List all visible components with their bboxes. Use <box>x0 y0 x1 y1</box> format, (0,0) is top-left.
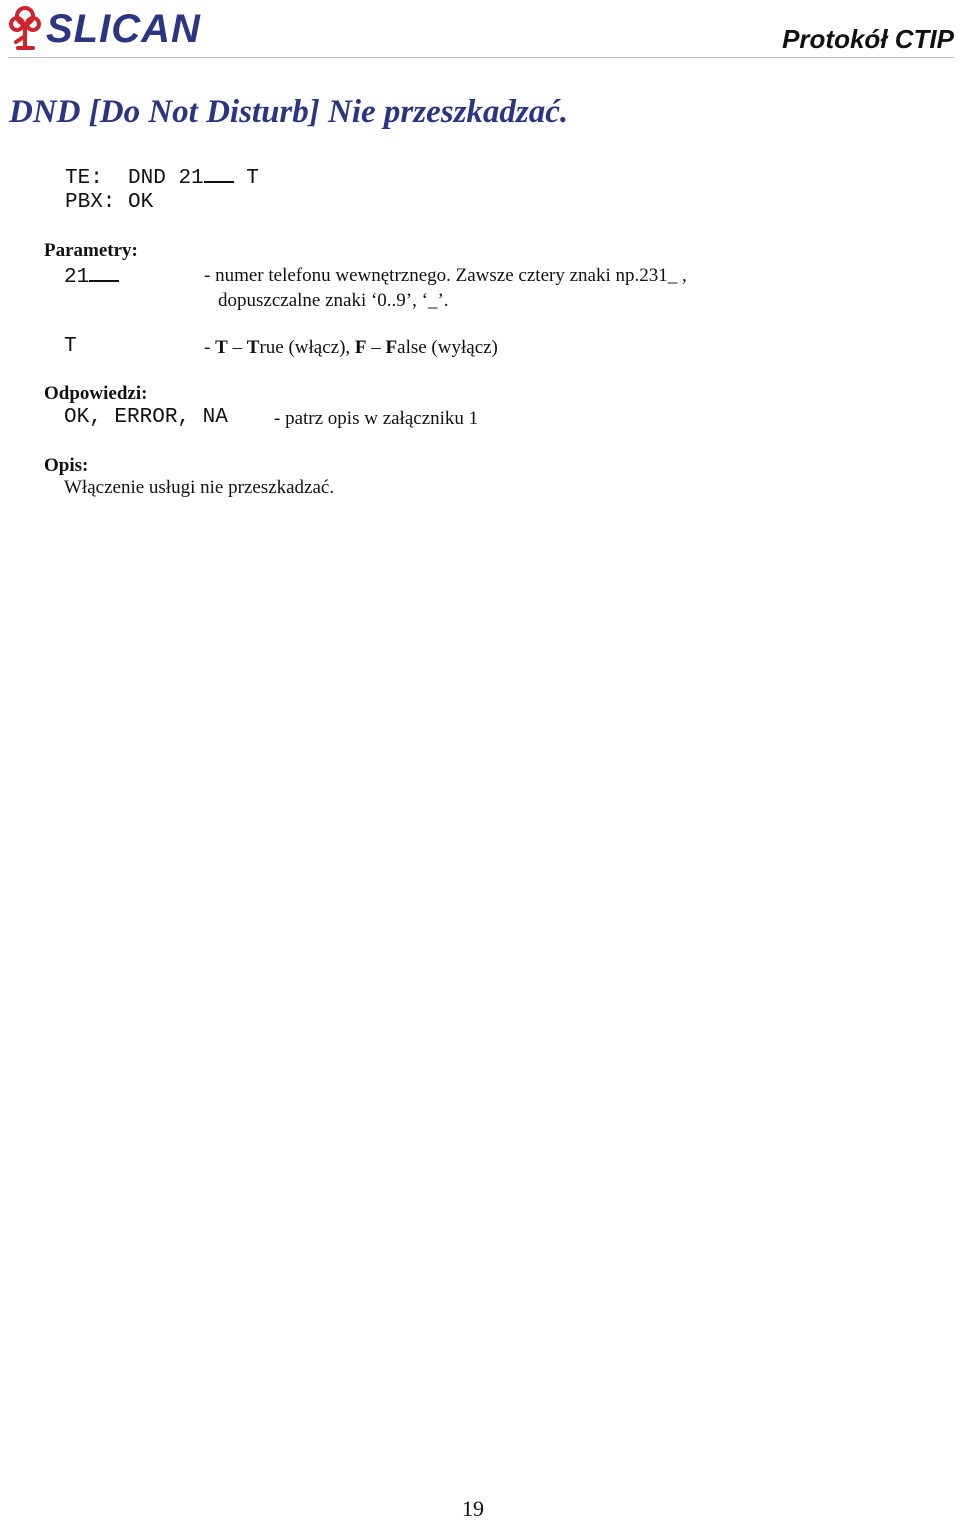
param-t-name: T <box>64 335 77 358</box>
odpowiedzi-desc: - patrz opis w załączniku 1 <box>274 408 479 429</box>
param-21-desc-line1: - numer telefonu wewnętrznego. Zawsze cztery znaki np.231_ , <box>204 265 687 286</box>
slican-logo <box>6 2 226 54</box>
odpowiedzi-values: OK, ERROR, NA <box>64 406 228 429</box>
exchange-pbx-line <box>65 191 153 214</box>
page-header <box>0 0 960 58</box>
opis-heading: Opis: <box>44 455 89 476</box>
pbx-label: PBX: <box>65 191 116 214</box>
param-21-underline <box>89 263 119 282</box>
param-placeholder-underline <box>204 164 234 183</box>
header-divider <box>8 57 954 58</box>
te-param: T <box>246 167 259 190</box>
section-title: DND [Do Not Disturb] Nie przeszkadzać. <box>9 94 569 130</box>
opis-text: Włączenie usługi nie przeszkadzać. <box>64 477 335 498</box>
page-number: 19 <box>462 1496 484 1521</box>
odpowiedzi-heading: Odpowiedzi: <box>44 383 148 404</box>
te-label: TE: <box>65 167 103 190</box>
te-command: DND 21 <box>128 167 204 190</box>
logo-wordmark: SLICAN <box>46 7 201 51</box>
exchange-te-line <box>65 164 259 190</box>
param-21-desc-line2: dopuszczalne znaki ‘0..9’, ‘_’. <box>218 290 449 311</box>
parametry-heading: Parametry: <box>44 240 138 261</box>
param-21-name: 21 <box>64 263 119 289</box>
pbx-response: OK <box>128 191 154 214</box>
param-t-desc: - T – True (włącz), F – False (wyłącz) <box>204 337 498 358</box>
logo-flower-icon <box>11 8 39 48</box>
header-title: Protokół CTIP <box>782 24 954 54</box>
